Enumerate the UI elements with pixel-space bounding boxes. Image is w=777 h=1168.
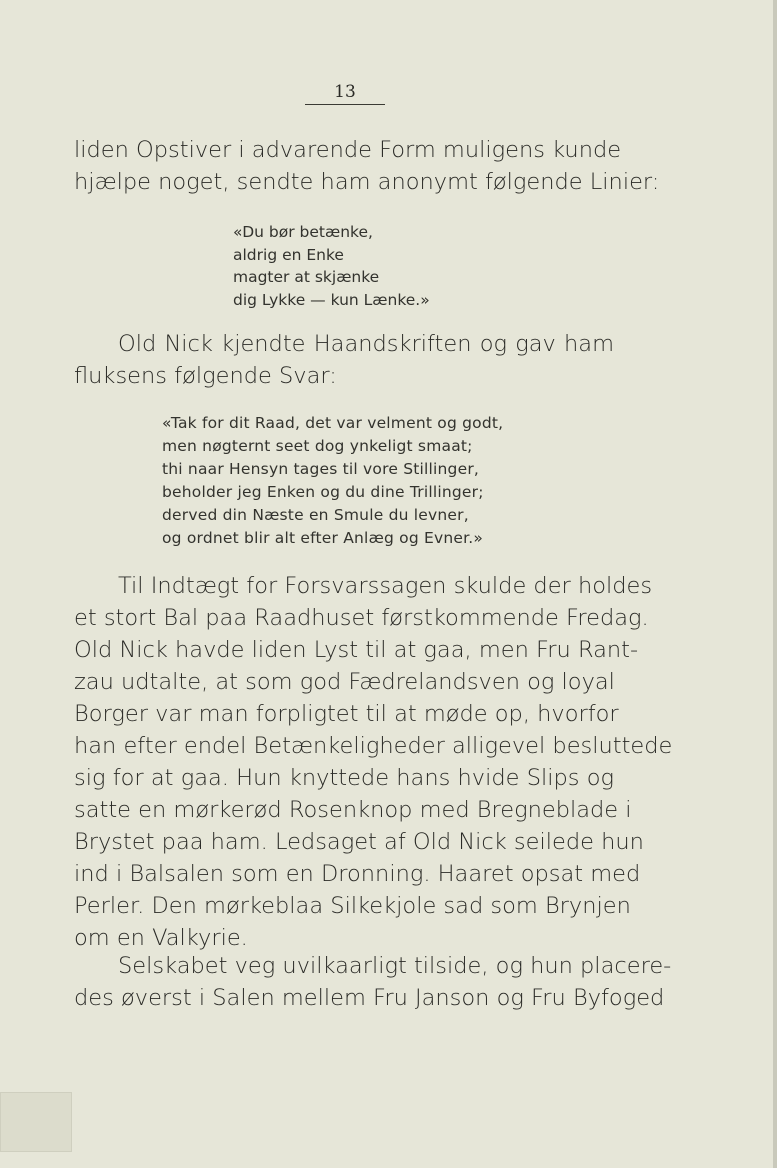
text-line: hjælpe noget, sendte ham anonymt følgende Linier: bbox=[74, 169, 660, 195]
paragraph-2 bbox=[74, 328, 614, 392]
text-line: Selskabet veg uvilkaarligt tilside, og hun placere- bbox=[118, 953, 672, 979]
text-line: sig for at gaa. Hun knyttede hans hvide Slips og bbox=[74, 765, 614, 791]
text-line: des øverst i Salen mellem Fru Janson og Fru Byfoged bbox=[74, 985, 665, 1011]
poem-1 bbox=[233, 221, 430, 311]
text-line: Perler. Den mørkeblaa Silkekjole sad som Brynjen bbox=[74, 893, 631, 919]
paragraph-4 bbox=[74, 950, 672, 1014]
text-line: om en Valkyrie. bbox=[74, 925, 248, 951]
poem-line: aldrig en Enke bbox=[233, 245, 344, 264]
text-line: fluksens følgende Svar: bbox=[74, 363, 337, 389]
text-line: han efter endel Betænkeligheder alligevel besluttede bbox=[74, 733, 673, 759]
poem-line: dig Lykke — kun Lænke.» bbox=[233, 290, 430, 309]
poem-line: «Du bør betænke, bbox=[233, 223, 373, 241]
poem-line: «Tak for dit Raad, det var velment og godt, bbox=[162, 414, 504, 432]
page-edge bbox=[773, 0, 777, 1168]
text-line: Old Nick kjendte Haandskriften og gav ham bbox=[118, 331, 614, 357]
poem-line: derved din Næste en Smule du levner, bbox=[162, 506, 469, 524]
paragraph-1 bbox=[74, 134, 660, 198]
text-line: zau udtalte, at som god Fædrelandsven og loyal bbox=[74, 669, 615, 695]
poem-line: beholder jeg Enken og du dine Trillinger; bbox=[162, 483, 484, 501]
text-line: Brystet paa ham. Ledsaget af Old Nick seilede hun bbox=[74, 829, 644, 855]
text-line: Til Indtægt for Forsvarssagen skulde der holdes bbox=[118, 573, 653, 599]
library-label bbox=[0, 1092, 72, 1152]
poem-line: thi naar Hensyn tages til vore Stillinger, bbox=[162, 460, 480, 478]
text-line: et stort Bal paa Raadhuset førstkommende Fredag. bbox=[74, 605, 649, 631]
poem-line: og ordnet blir alt efter Anlæg og Evner.» bbox=[162, 529, 484, 547]
poem-line: men nøgternt seet dog ynkeligt smaat; bbox=[162, 437, 473, 455]
text-line: Borger var man forpligtet til at møde op, hvorfor bbox=[74, 701, 619, 727]
poem-line: magter at skjænke bbox=[233, 268, 380, 286]
text-line: liden Opstiver i advarende Form muligens kunde bbox=[74, 137, 622, 163]
poem-2 bbox=[162, 412, 503, 550]
text-line: Old Nick havde liden Lyst til at gaa, men Fru Rant- bbox=[74, 637, 639, 663]
paragraph-3 bbox=[74, 570, 673, 954]
text-line: ind i Balsalen som en Dronning. Haaret opsat med bbox=[74, 861, 641, 887]
text-line: satte en mørkerød Rosenknop med Bregneblade i bbox=[74, 797, 632, 823]
page-number: 13 bbox=[305, 82, 385, 105]
